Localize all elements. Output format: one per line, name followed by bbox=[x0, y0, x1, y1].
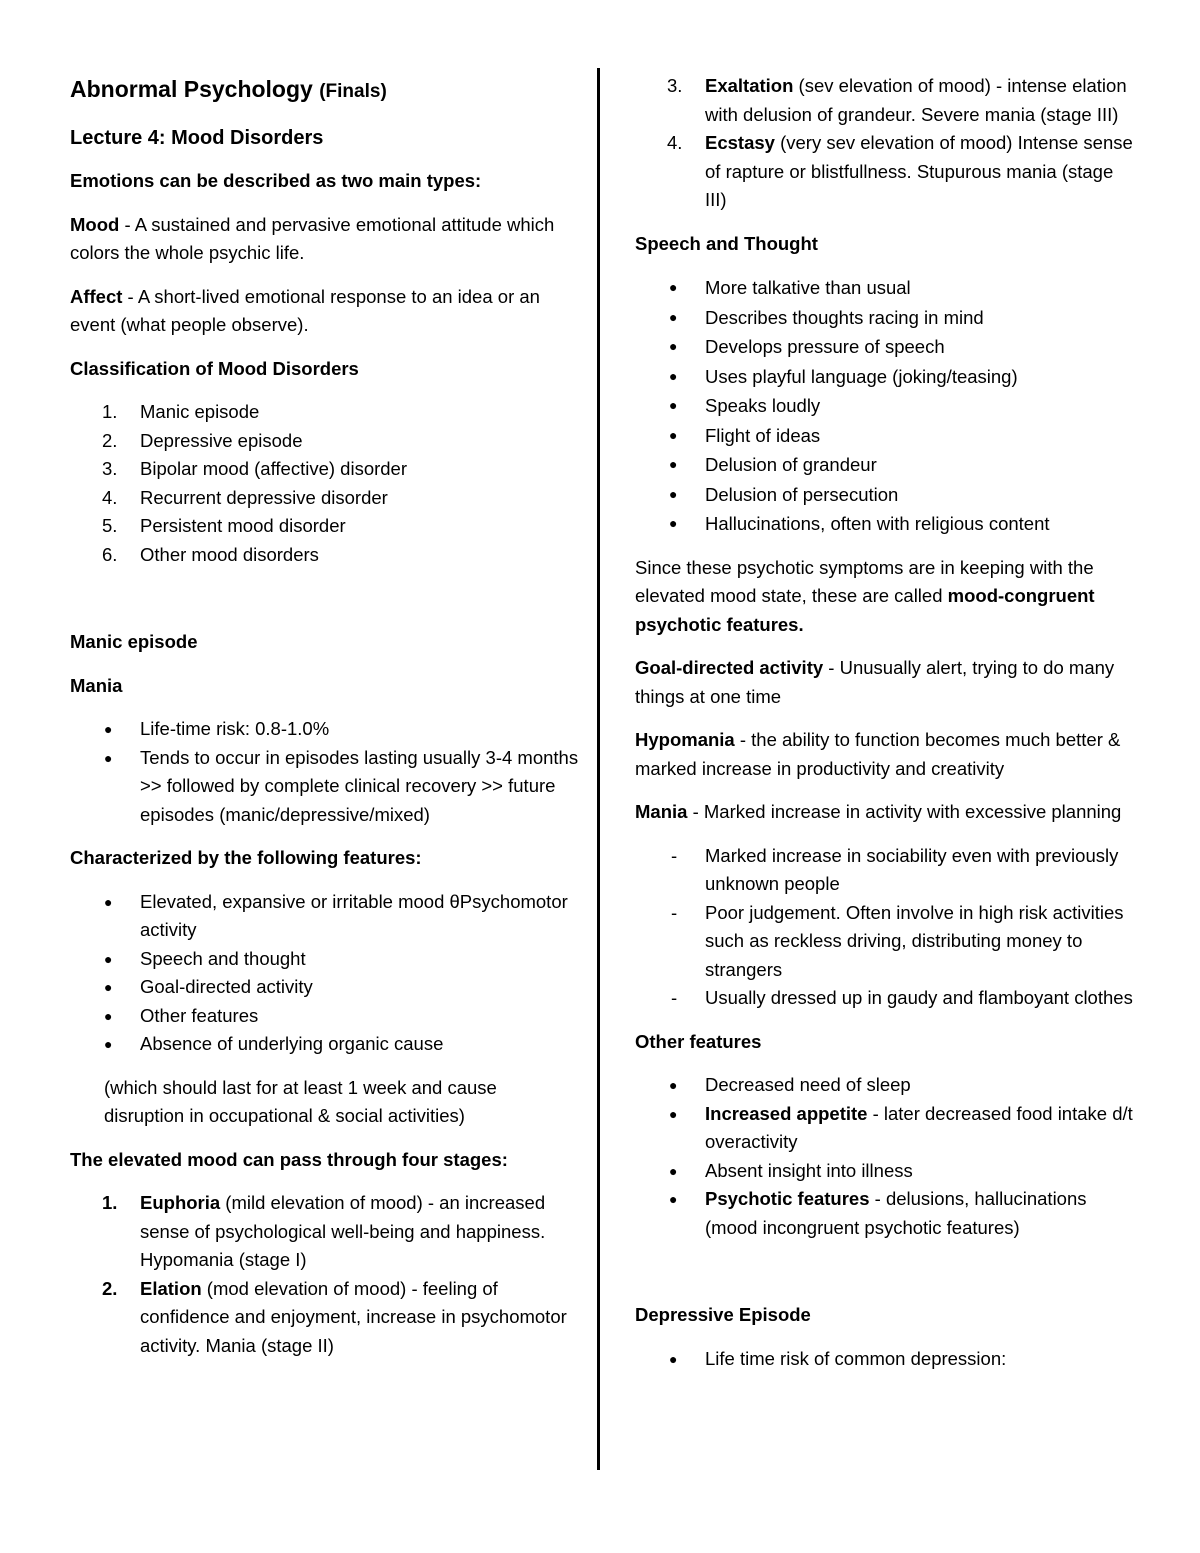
list-item: ● Goal-directed activity bbox=[104, 976, 313, 997]
depressive-episode-heading: Depressive Episode bbox=[635, 1304, 811, 1325]
list-item: - Poor judgement. Often involve in high risk activities such as reckless driving, distributing money to strangers bbox=[671, 901, 1124, 980]
list-item: 1. Euphoria (mild elevation of mood) - an increased sense of psychological well-being and happiness. Hypomania (stage I) bbox=[102, 1192, 546, 1270]
list-item: ● Life-time risk: 0.8-1.0% bbox=[104, 718, 330, 739]
list-item: ● Hallucinations, often with religious content bbox=[669, 513, 1050, 534]
other-features-list bbox=[635, 1071, 1135, 1242]
list-item: ● More talkative than usual bbox=[669, 277, 911, 298]
list-item: ● Life time risk of common depression: bbox=[669, 1347, 1007, 1369]
manic-episode-heading: Manic episode bbox=[70, 631, 198, 652]
features-list bbox=[70, 888, 580, 1059]
list-item: 4. Recurrent depressive disorder bbox=[102, 486, 388, 508]
depressive-list bbox=[635, 1345, 1135, 1374]
affect-definition bbox=[70, 283, 580, 340]
list-item: ● Decreased need of sleep bbox=[669, 1074, 911, 1095]
list-item: 2. Depressive episode bbox=[102, 429, 303, 451]
list-item: 4. Ecstasy (very sev elevation of mood) Intense sense of rapture or blistfullness. Stupurous mania (stage III) bbox=[667, 132, 1133, 210]
duration-note: (which should last for at least 1 week and cause disruption in occupational & social activities) bbox=[104, 1076, 497, 1126]
lecture-heading: Lecture 4: Mood Disorders bbox=[70, 127, 324, 149]
list-item: 3. Bipolar mood (affective) disorder bbox=[102, 458, 408, 479]
classification-list bbox=[70, 398, 580, 569]
speech-heading: Speech and Thought bbox=[635, 232, 818, 254]
list-item: 6. Other mood disorders bbox=[102, 543, 319, 565]
mania-paragraph: Mania - Marked increase in activity with excessive planning bbox=[635, 801, 1122, 822]
affect-term: Affect bbox=[70, 285, 123, 307]
list-item: ● Develops pressure of speech bbox=[669, 336, 945, 357]
congruent-paragraph: Since these psychotic symptoms are in keeping with the elevated mood state, these are called mood-congruent psychotic features. bbox=[635, 556, 1095, 635]
emotions-heading: Emotions can be described as two main types: bbox=[70, 170, 482, 191]
speech-list bbox=[635, 273, 1135, 539]
list-item: 2. Elation (mod elevation of mood) - feeling of confidence and enjoyment, increase in psychomotor activity. Mania (stage II) bbox=[102, 1277, 567, 1356]
list-item: ● Flight of ideas bbox=[669, 424, 821, 446]
list-item: ● Delusion of grandeur bbox=[669, 454, 877, 475]
list-item: 1. Manic episode bbox=[102, 401, 260, 422]
affect-def: - A short-lived emotional response to an idea or an event (what people observe). bbox=[70, 285, 540, 335]
goal-directed-paragraph: Goal-directed activity - Unusually alert, trying to do many things at one time bbox=[635, 657, 1115, 707]
mania-heading: Mania bbox=[70, 674, 123, 696]
list-item: ● Elevated, expansive or irritable mood θPsychomotor activity bbox=[104, 890, 568, 940]
congruent-term: mood-congruent psychotic features. bbox=[635, 585, 1095, 635]
list-item: - Marked increase in sociability even with previously unknown people bbox=[671, 844, 1119, 894]
title-main: Abnormal Psychology bbox=[70, 76, 313, 102]
list-item: ● Increased appetite - later decreased food intake d/t overactivity bbox=[669, 1102, 1133, 1152]
mania-list bbox=[70, 715, 580, 829]
list-item: ● Other features bbox=[104, 1004, 259, 1026]
list-item: 5. Persistent mood disorder bbox=[102, 515, 346, 536]
mood-definition bbox=[70, 211, 580, 268]
list-item: ● Speech and thought bbox=[104, 947, 306, 969]
mood-term: Mood bbox=[70, 213, 120, 235]
mania-detail-list bbox=[635, 842, 1135, 1013]
left-column bbox=[70, 70, 580, 1375]
list-item: ● Tends to occur in episodes lasting usually 3-4 months >> followed by complete clinical recovery >> future episodes (manic/depressive/mixed) bbox=[104, 746, 579, 825]
list-item: ● Delusion of persecution bbox=[669, 483, 899, 505]
spacer bbox=[70, 584, 580, 628]
document-title bbox=[70, 74, 580, 107]
right-column bbox=[635, 72, 1135, 1388]
list-item: ● Absence of underlying organic cause bbox=[104, 1033, 444, 1054]
stages-list-continued bbox=[635, 72, 1135, 215]
title-sub: (Finals) bbox=[319, 81, 387, 102]
list-item: ● Absent insight into illness bbox=[669, 1159, 913, 1181]
list-item: ● Speaks loudly bbox=[669, 395, 821, 416]
hypomania-paragraph: Hypomania - the ability to function becomes much better & marked increase in productivity and creativity bbox=[635, 729, 1121, 779]
column-divider bbox=[597, 68, 600, 1470]
list-item: 3. Exaltation (sev elevation of mood) - intense elation with delusion of grandeur. Severe mania (stage III) bbox=[667, 75, 1127, 125]
features-heading: Characterized by the following features: bbox=[70, 847, 422, 868]
stages-list bbox=[70, 1189, 580, 1360]
spacer bbox=[635, 1257, 1135, 1301]
list-item: ● Uses playful language (joking/teasing) bbox=[669, 365, 1018, 387]
mood-def: - A sustained and pervasive emotional attitude which colors the whole psychic life. bbox=[70, 213, 555, 263]
classification-heading: Classification of Mood Disorders bbox=[70, 357, 359, 379]
list-item: - Usually dressed up in gaudy and flamboyant clothes bbox=[671, 987, 1133, 1008]
stages-heading: The elevated mood can pass through four stages: bbox=[70, 1148, 508, 1170]
other-features-heading: Other features bbox=[635, 1030, 762, 1052]
list-item: ● Psychotic features - delusions, hallucinations (mood incongruent psychotic features) bbox=[669, 1188, 1087, 1238]
list-item: ● Describes thoughts racing in mind bbox=[669, 306, 984, 328]
